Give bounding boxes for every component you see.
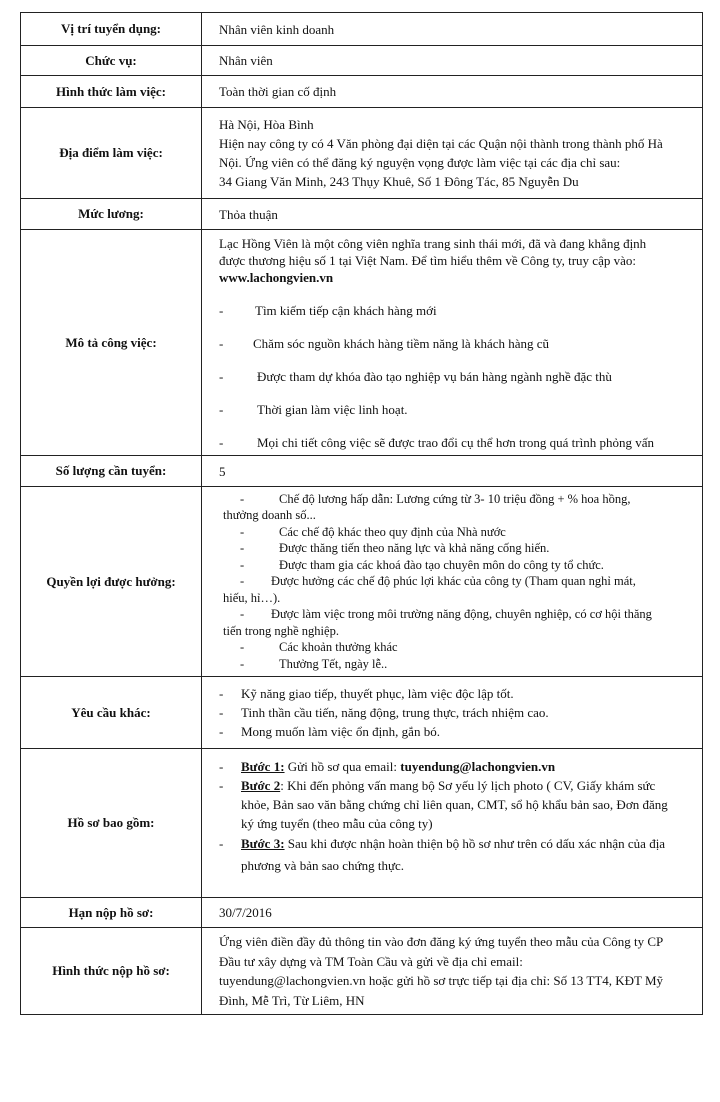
label-title: Chức vụ: bbox=[21, 46, 202, 76]
row-requirements bbox=[21, 677, 703, 749]
description-item: - Chăm sóc nguồn khách hàng tiềm năng là khách hàng cũ bbox=[219, 335, 550, 351]
value-deadline: 30/7/2016 bbox=[202, 898, 703, 928]
description-intro: Lạc Hồng Viên là một công viên nghĩa trang sinh thái mới, đã và đang khẳng định bbox=[219, 235, 647, 251]
value-position: Nhân viên kinh doanh bbox=[202, 13, 703, 46]
submission-line: tuyendung@lachongvien.vn hoặc gửi hồ sơ trực tiếp tại địa chỉ: Số 13 TT4, KĐT Mỹ bbox=[219, 973, 664, 988]
benefit-item: - Các khoản thưởng khác bbox=[240, 640, 398, 655]
requirement-item: - Kỹ năng giao tiếp, thuyết phục, làm việc độc lập tốt. bbox=[219, 686, 514, 701]
document-step: - Bước 1: Gửi hồ sơ qua email: tuyendung@lachongvien.vn bbox=[219, 759, 556, 774]
requirement-item: - Mong muốn làm việc ổn định, gắn bó. bbox=[219, 724, 440, 739]
value-requirements bbox=[202, 677, 703, 749]
row-submission bbox=[21, 928, 703, 1015]
value-quantity: 5 bbox=[202, 456, 703, 487]
value-salary: Thỏa thuận bbox=[202, 199, 703, 230]
row-description bbox=[21, 230, 703, 456]
row-location bbox=[21, 108, 703, 199]
value-work-type: Toàn thời gian cố định bbox=[202, 76, 703, 108]
label-submission: Hình thức nộp hồ sơ: bbox=[21, 928, 202, 1015]
row-position bbox=[21, 13, 703, 46]
description-item: - Thời gian làm việc linh hoạt. bbox=[219, 401, 408, 417]
location-line: Nội. Ứng viên có thể đăng ký nguyện vọng được làm việc tại các địa chỉ sau: bbox=[219, 155, 621, 170]
row-quantity bbox=[21, 456, 703, 487]
value-documents bbox=[202, 749, 703, 898]
label-description: Mô tả công việc: bbox=[21, 230, 202, 456]
value-submission bbox=[202, 928, 703, 1015]
description-item: - Mọi chi tiết công việc sẽ được trao đổi cụ thể hơn trong quá trình phỏng vấn bbox=[219, 434, 654, 450]
description-item: - Tìm kiếm tiếp cận khách hàng mới bbox=[219, 302, 437, 318]
submission-line: Đầu tư xây dựng và TM Toàn Cầu và gửi về địa chỉ email: bbox=[219, 953, 523, 969]
website-text: www.lachongvien.vn bbox=[219, 269, 334, 285]
label-deadline: Hạn nộp hồ sơ: bbox=[21, 898, 202, 928]
requirement-item: - Tinh thần cầu tiến, năng động, trung thực, trách nhiệm cao. bbox=[219, 705, 549, 720]
benefit-item: - Thưởng Tết, ngày lễ.. bbox=[240, 656, 388, 671]
value-title: Nhân viên bbox=[202, 46, 703, 76]
location-line: Hà Nội, Hòa Bình bbox=[219, 117, 314, 132]
document-step: - Bước 3: Sau khi được nhận hoàn thiện bộ hồ sơ như trên có dấu xác nhận của địa phương và bản sao chứng thực. bbox=[219, 836, 666, 873]
benefit-item: - Được tham gia các khoá đào tạo chuyên môn do công ty tổ chức. bbox=[240, 557, 604, 572]
row-title bbox=[21, 46, 703, 76]
label-salary: Mức lương: bbox=[21, 199, 202, 230]
location-line: Hiện nay công ty có 4 Văn phòng đại diện tại các Quận nội thành trong thành phố Hà bbox=[219, 136, 663, 151]
document-step: - Bước 2: Khi đến phỏng vấn mang bộ Sơ yếu lý lịch photo ( CV, Giấy khám sức khỏe, Bản sao văn bằng chứng chỉ liên quan, CMT, sổ hộ khẩu bản sao, Đơn đăng ký ứng tuyển (theo mẫu của công ty) bbox=[219, 778, 668, 831]
benefit-item: - Được hưởng các chế độ phúc lợi khác của công ty (Tham quan nghỉ mát, hiếu, hỉ…). bbox=[223, 574, 636, 605]
label-requirements: Yêu cầu khác: bbox=[21, 677, 202, 749]
benefit-item: - Chế độ lương hấp dẫn: Lương cứng từ 3- 10 triệu đồng + % hoa hồng, thưởng doanh số... bbox=[223, 491, 631, 523]
benefit-item: - Các chế độ khác theo quy định của Nhà nước bbox=[240, 524, 506, 539]
row-benefits bbox=[21, 487, 703, 677]
label-benefits: Quyền lợi được hưởng: bbox=[21, 487, 202, 677]
label-location: Địa điểm làm việc: bbox=[21, 108, 202, 199]
label-documents: Hồ sơ bao gồm: bbox=[21, 749, 202, 898]
value-location bbox=[202, 108, 703, 199]
label-position: Vị trí tuyển dụng: bbox=[21, 13, 202, 46]
row-work-type bbox=[21, 76, 703, 108]
row-documents bbox=[21, 749, 703, 898]
benefit-item: - Được làm việc trong môi trường năng động, chuyên nghiệp, có cơ hội thăng tiến trong nghề nghiệp. bbox=[223, 607, 652, 638]
submission-line: Ứng viên điền đầy đủ thông tin vào đơn đăng ký ứng tuyển theo mẫu của Công ty CP bbox=[219, 934, 664, 949]
recruitment-table bbox=[20, 12, 703, 1015]
submission-line: Đình, Mễ Trì, Từ Liêm, HN bbox=[219, 992, 365, 1008]
row-salary bbox=[21, 199, 703, 230]
label-quantity: Số lượng cần tuyển: bbox=[21, 456, 202, 487]
row-deadline bbox=[21, 898, 703, 928]
description-item: - Được tham dự khóa đào tạo nghiệp vụ bán hàng ngành nghề đặc thù bbox=[219, 368, 612, 384]
location-line: 34 Giang Văn Minh, 243 Thụy Khuê, Số 1 Đông Tác, 85 Nguyễn Du bbox=[219, 174, 579, 189]
benefit-item: - Được thăng tiến theo năng lực và khả năng cống hiến. bbox=[240, 541, 550, 556]
label-work-type: Hình thức làm việc: bbox=[21, 76, 202, 108]
value-benefits bbox=[202, 487, 703, 677]
description-intro: được thương hiệu số 1 tại Việt Nam. Để tìm hiểu thêm về Công ty, truy cập vào: bbox=[219, 252, 636, 268]
value-description bbox=[202, 230, 703, 456]
